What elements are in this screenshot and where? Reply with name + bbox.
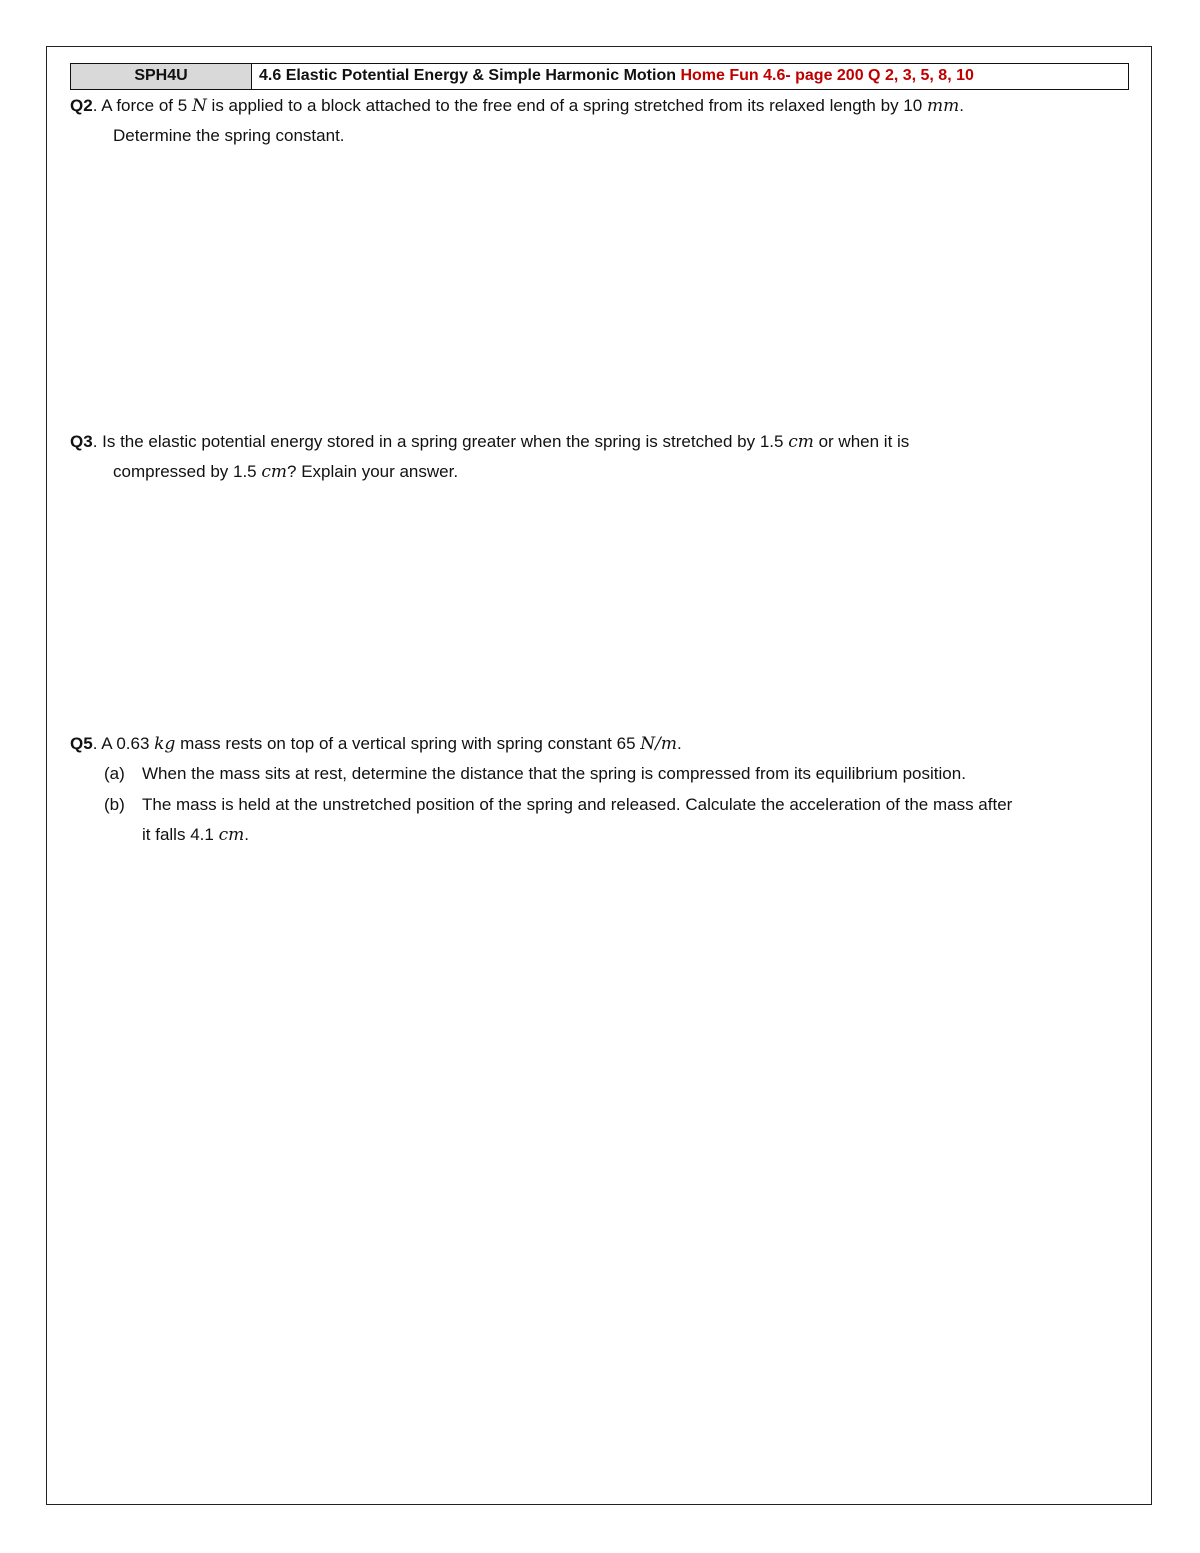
question-text: is applied to a block attached to the free end of a spring stretched from its relaxed length by [206, 96, 904, 115]
worksheet-header [70, 63, 1129, 90]
value: 65 [616, 734, 636, 753]
question-3 [70, 427, 909, 487]
question-2-line-1 [70, 91, 964, 121]
question-5-line-1 [70, 729, 682, 759]
question-text: mass rests on top of a vertical spring with spring constant [175, 734, 617, 753]
question-text: . [959, 96, 964, 115]
question-2 [70, 91, 964, 151]
question-text: . A force of [92, 96, 178, 115]
question-text: compressed by [113, 462, 233, 481]
part-text: it falls [142, 825, 191, 844]
question-text: . Is the elastic potential energy stored in a spring greater when the spring is stretched by [92, 432, 760, 451]
question-3-line-1 [70, 427, 909, 457]
question-number: Q5 [70, 734, 93, 753]
question-5-part-b [104, 790, 1012, 850]
lesson-title: 4.6 Elastic Potential Energy & Simple Harmonic Motion [259, 67, 676, 84]
unit: cm [788, 432, 814, 452]
question-text: ? Explain your answer. [287, 462, 459, 481]
unit: cm [261, 462, 288, 482]
part-label: (b) [104, 795, 125, 814]
unit: N/m [640, 734, 677, 754]
question-text: . A [92, 734, 117, 753]
question-2-line-2: Determine the spring constant. [113, 126, 345, 145]
value: 1.5 [759, 432, 784, 451]
part-label: (a) [104, 764, 125, 783]
unit: N [191, 96, 207, 116]
unit: mm [926, 96, 960, 116]
question-text: . [677, 734, 682, 753]
value: 1.5 [233, 462, 257, 481]
question-5-part-a [104, 759, 966, 789]
part-text-continued [104, 820, 1012, 850]
question-text: or when it is [813, 432, 910, 451]
value: 0.63 [116, 734, 150, 753]
value: 5 [177, 96, 188, 115]
worksheet-title [252, 64, 1128, 89]
course-code: SPH4U [71, 64, 252, 89]
part-text: The mass is held at the unstretched position of the spring and released. Calculate the acceleration of the mass after [142, 795, 1013, 814]
part-text: When the mass sits at rest, determine the distance that the spring is compressed from its equilibrium position. [142, 764, 966, 783]
question-3-line-2 [70, 457, 909, 487]
question-number: Q2 [70, 96, 93, 115]
question-5 [70, 729, 682, 759]
value: 10 [903, 96, 923, 115]
value: 4.1 [190, 825, 214, 844]
question-number: Q3 [70, 432, 93, 451]
unit: cm [218, 825, 245, 845]
part-text: . [244, 825, 249, 844]
homework-assignment: Home Fun 4.6- page 200 Q 2, 3, 5, 8, 10 [680, 67, 974, 84]
unit: kg [154, 734, 176, 754]
